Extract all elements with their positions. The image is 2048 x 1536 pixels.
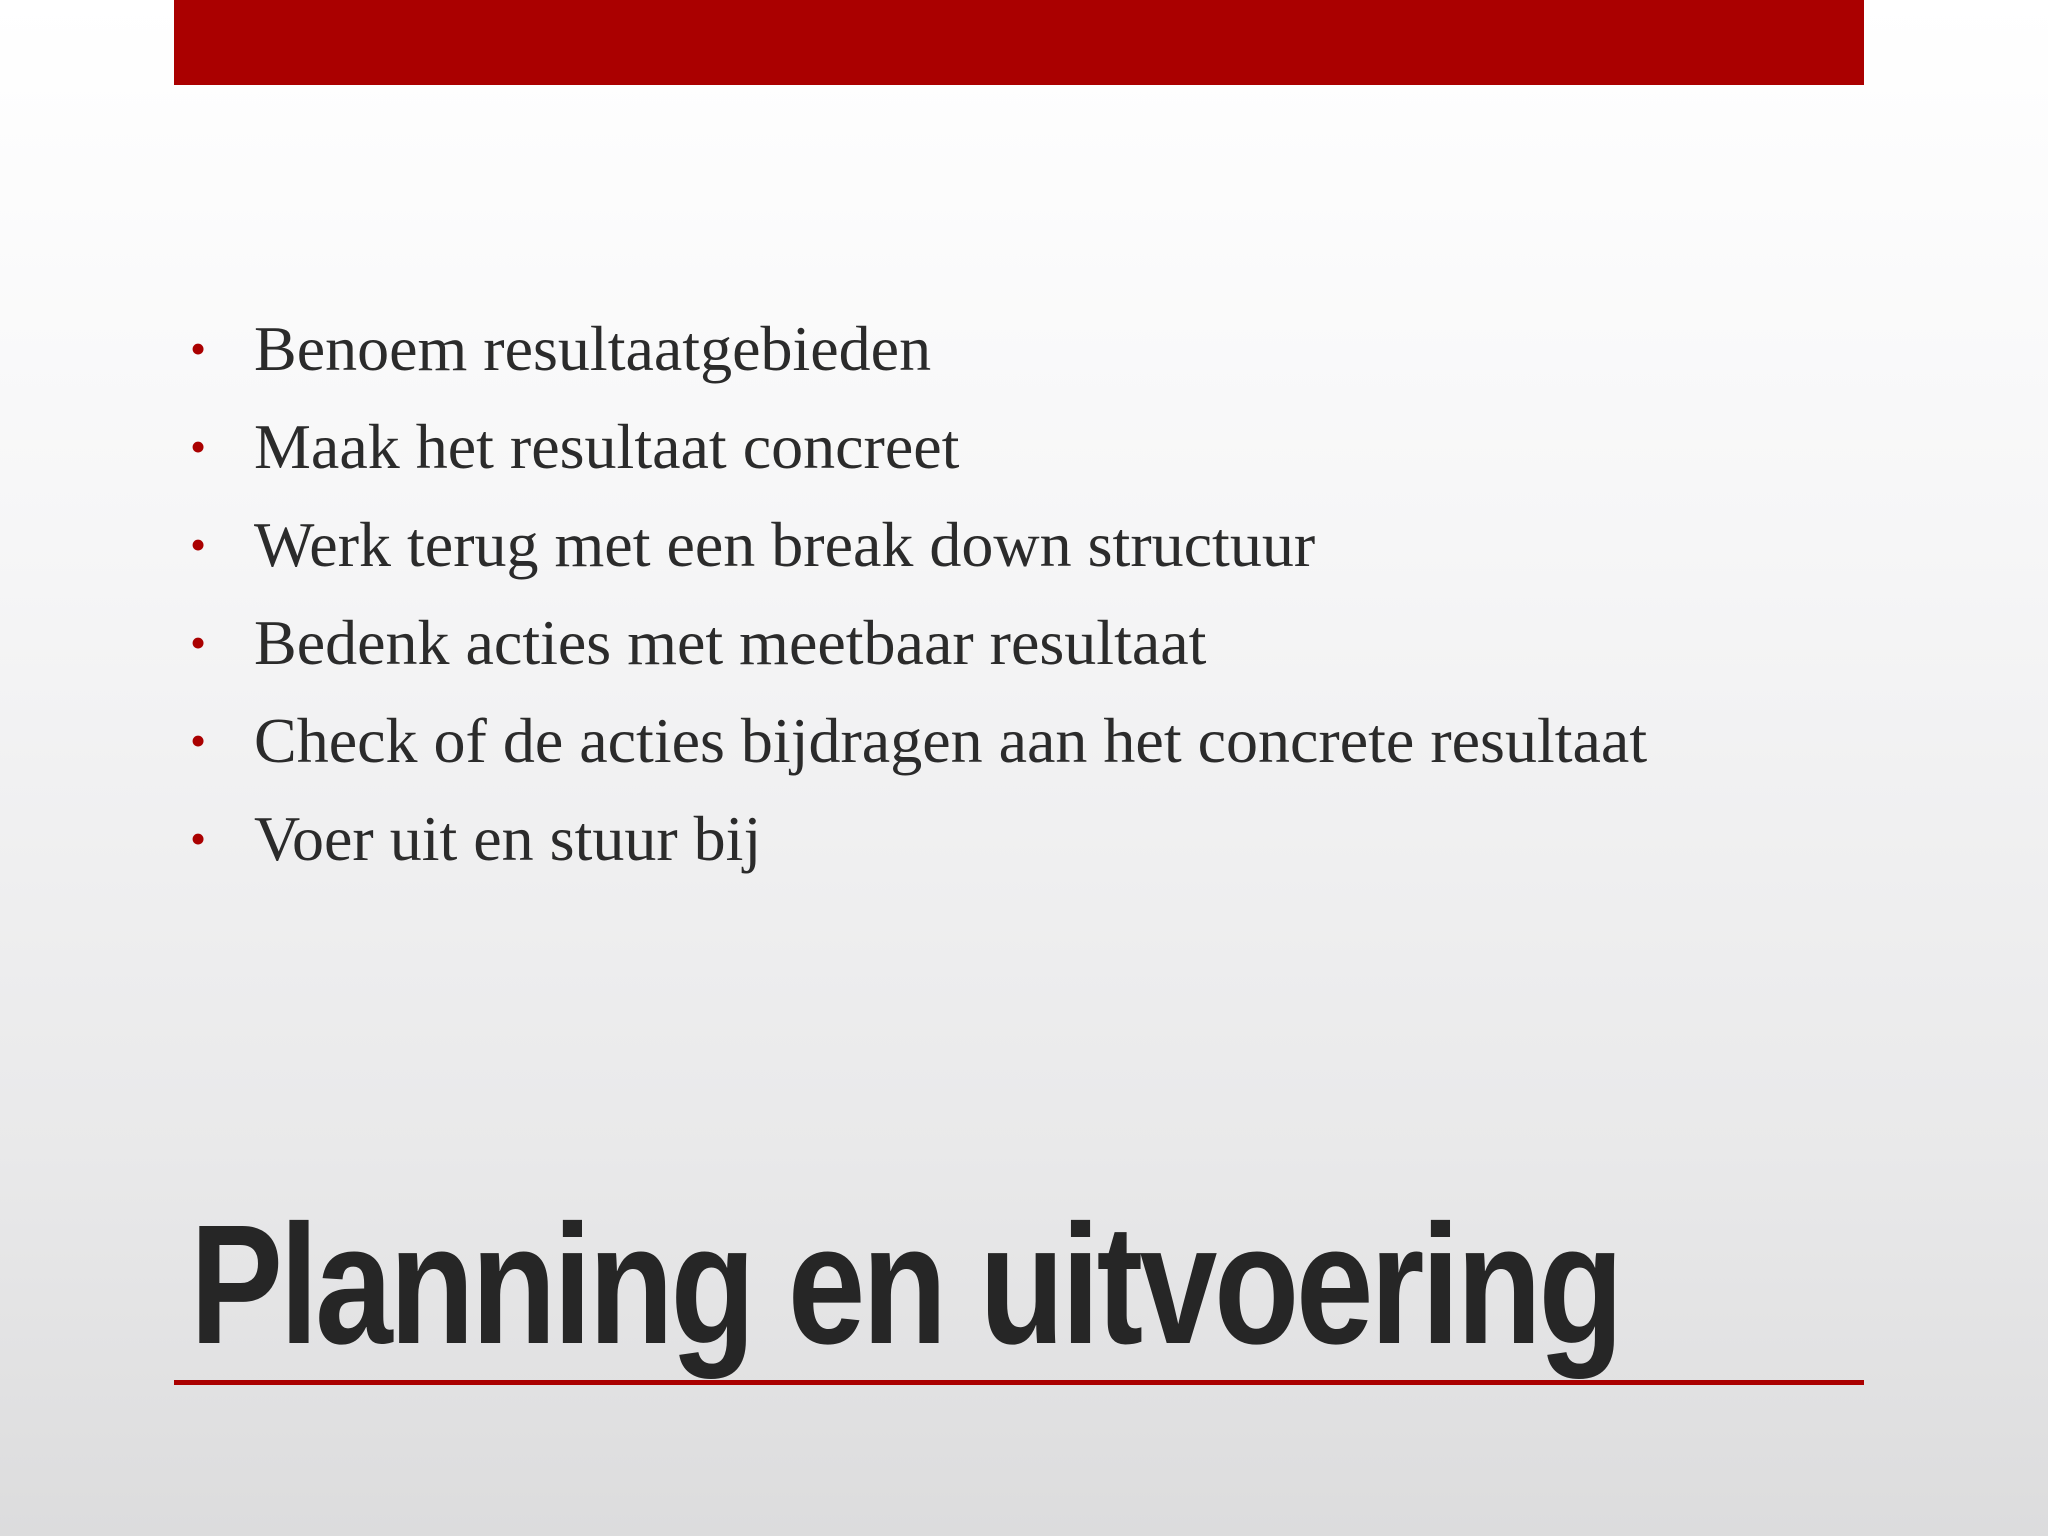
bullet-dot-icon: •: [190, 715, 207, 766]
bullet-text: Maak het resultaat concreet: [254, 411, 960, 482]
top-accent-bar: [174, 0, 1864, 85]
bullet-item: [190, 398, 1870, 496]
bullet-item: [190, 790, 1870, 888]
bullet-text: Bedenk acties met meetbaar resultaat: [254, 607, 1207, 678]
bullet-item: [190, 300, 1870, 398]
bullet-list: [190, 300, 1870, 888]
title-underline: [174, 1380, 1864, 1385]
bullet-dot-icon: •: [190, 617, 207, 668]
slide-title: Planning en uitvoering: [190, 1190, 1621, 1380]
bullet-text: Werk terug met een break down structuur: [254, 509, 1316, 580]
bullet-dot-icon: •: [190, 421, 207, 472]
bullet-dot-icon: •: [190, 519, 207, 570]
bullet-text: Voer uit en stuur bij: [254, 803, 762, 874]
bullet-text: Check of de acties bijdragen aan het concrete resultaat: [254, 705, 1648, 776]
bullet-dot-icon: •: [190, 323, 207, 374]
bullet-dot-icon: •: [190, 813, 207, 864]
bullet-item: [190, 692, 1870, 790]
bullet-item: [190, 496, 1870, 594]
bullet-item: [190, 594, 1870, 692]
bullet-text: Benoem resultaatgebieden: [254, 313, 932, 384]
